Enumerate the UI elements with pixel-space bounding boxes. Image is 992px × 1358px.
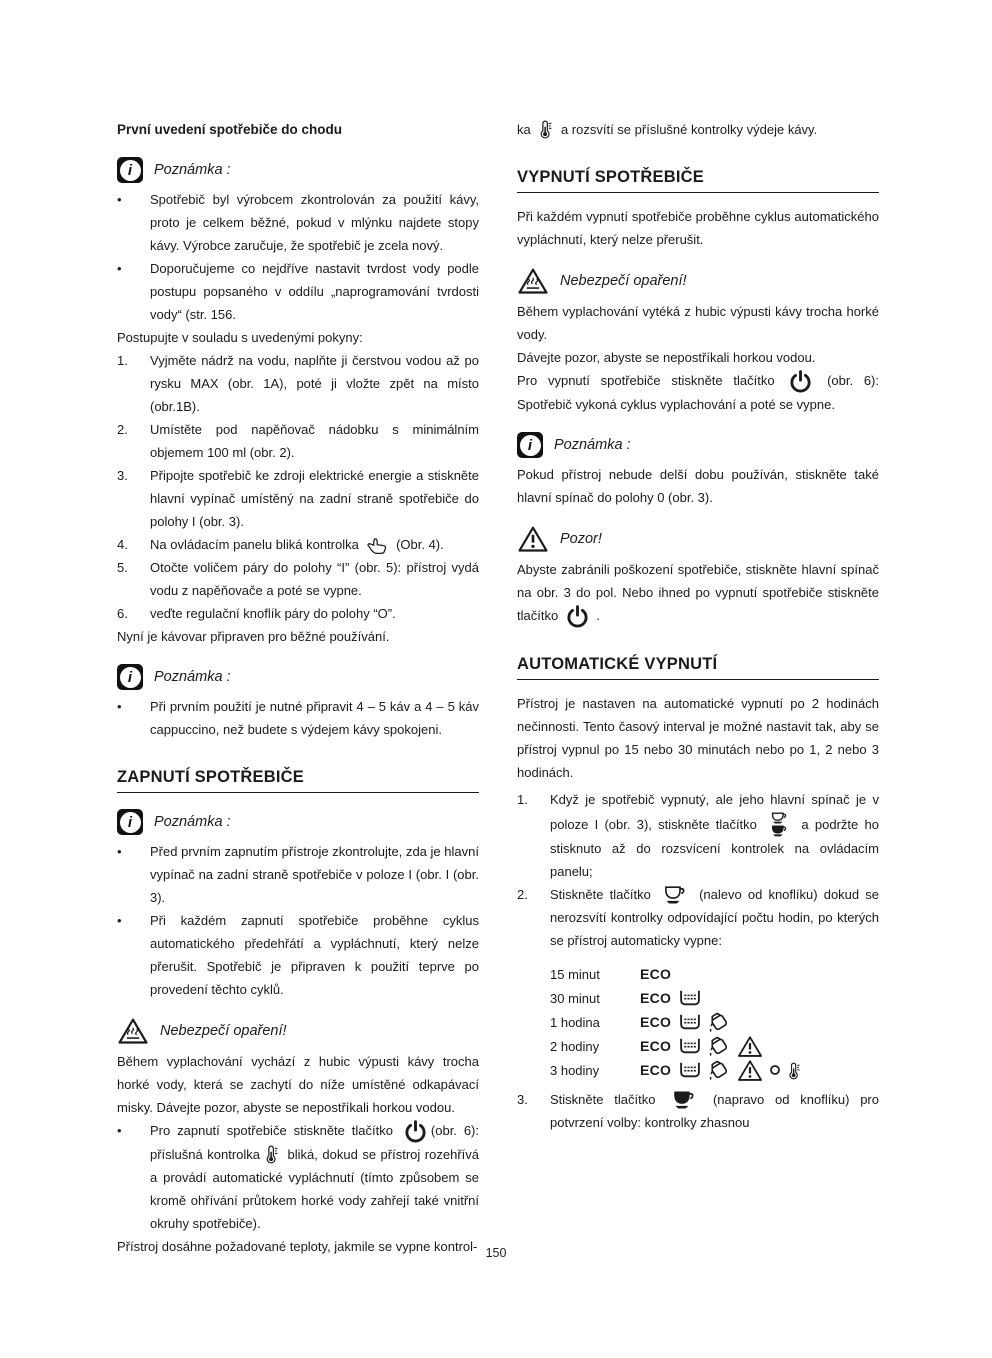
step-number: 5. — [117, 560, 128, 575]
note-header — [117, 809, 479, 835]
time-cell: 30 minut — [550, 990, 600, 1006]
bullet-marker: • — [117, 192, 122, 207]
paragraph: Postupujte v souladu s uvedenými pokyny: — [117, 330, 363, 345]
numbered-step — [117, 602, 479, 625]
list-item — [117, 909, 479, 1001]
list-item — [117, 188, 479, 257]
bullet-text: Při prvním použití je nutné připravit 4 – 5 káv a 4 – 5 káv cappuccino, než budete s výdejem kávy spokojeni. — [150, 699, 479, 737]
warning-triangle-icon — [517, 525, 549, 553]
step-text-pre: Na ovládacím panelu bliká kontrolka — [150, 537, 363, 552]
one-cup-filled-button-icon — [670, 1089, 698, 1109]
info-icon-glyph: i — [120, 667, 141, 688]
danger-header — [517, 267, 879, 295]
paragraph: Během vyplachování vytéká z hubic výpusti kávy trocha horké vody. — [517, 304, 879, 342]
text-pre: Pro vypnutí spotřebiče stiskněte tlačítko — [517, 373, 786, 388]
page-number: 150 — [485, 1246, 507, 1260]
danger-label: Nebezpečí opaření! — [560, 272, 687, 289]
text-post: bliká, dokud se přístroj rozehřívá a provádí automatické vypláchnutí (tímto způsobem se kromě ohřívání průtokem horké vody zahřejí také vnitřní okruhy spotřebiče). — [150, 1147, 479, 1231]
bullet-marker: • — [117, 844, 122, 859]
numbered-step — [517, 883, 879, 952]
numbered-step — [117, 533, 479, 556]
eco-indicator: ECO — [640, 1061, 672, 1078]
water-jug-icon — [707, 1058, 731, 1082]
step-text: Umístěte pod napěňovač nádobku s minimálním objemem 100 ml (obr. 2). — [150, 422, 479, 460]
table-row — [550, 1058, 879, 1082]
bullet-marker: • — [117, 913, 122, 928]
thermometer-icon — [264, 1144, 279, 1164]
power-button-icon — [789, 370, 812, 393]
note-header — [117, 664, 479, 690]
info-icon-glyph: i — [120, 160, 141, 181]
info-icon — [117, 664, 143, 690]
paragraph: Nyní je kávovar připraven pro běžné používání. — [117, 629, 390, 644]
indicator-cell — [640, 1058, 801, 1082]
step-text: Vyjměte nádrž na vodu, naplňte ji čerstvou vodou až po rysku MAX (obr. 1A), poté ji vložte zpět na místo (obr.1B). — [150, 353, 479, 414]
step-number: 1. — [117, 353, 128, 368]
text-pre: Když je spotřebič vypnutý, ale jeho hlavní spínač je v poloze I (obr. 3), stiskněte tlačítko — [550, 792, 879, 832]
list-item — [117, 257, 479, 326]
table-row — [550, 986, 879, 1010]
descale-tray-icon — [679, 989, 701, 1007]
one-cup-button-icon — [661, 884, 689, 904]
two-cups-button-icon — [767, 811, 791, 837]
list-item — [117, 1119, 479, 1235]
numbered-step — [117, 464, 479, 533]
info-icon — [517, 432, 543, 458]
scald-warning-icon — [117, 1017, 149, 1045]
step-number: 4. — [117, 537, 128, 552]
continuation-line — [517, 118, 879, 141]
step-text — [550, 788, 879, 883]
text-pre: Abyste zabránili poškození spotřebiče, stiskněte hlavní spínač na obr. 3 do pol. Nebo ihned po vypnutí spotřebiče stiskněte tlačítko — [517, 562, 879, 623]
text-post: (napravo od knoflíku) pro potvrzení volby: kontrolky zhasnou — [550, 1092, 879, 1130]
indicator-cell — [640, 1034, 763, 1058]
bullet-text: Při každém zapnutí spotřebiče proběhne cyklus automatického předehřátí a vypláchnutí, který nelze přerušit. Spotřebič je připraven k použití teprve po provedení těchto cyklů. — [150, 913, 479, 997]
water-jug-icon — [707, 1010, 731, 1034]
table-row — [550, 962, 879, 986]
text-pre: Stiskněte tlačítko — [550, 1092, 667, 1107]
section-heading: ZAPNUTÍ SPOTŘEBIČE — [117, 767, 479, 793]
note-header — [117, 157, 479, 183]
step-text — [150, 533, 479, 556]
info-icon — [117, 809, 143, 835]
step-number: 2. — [517, 887, 528, 902]
numbered-step — [517, 788, 879, 883]
note-header — [517, 432, 879, 458]
thermometer-icon — [787, 1061, 801, 1080]
bullet-marker: • — [117, 261, 122, 276]
subsection-heading: První uvedení spotřebiče do chodu — [117, 122, 343, 137]
descale-tray-icon — [679, 1037, 701, 1055]
thermometer-icon — [538, 119, 553, 139]
caution-header — [517, 525, 879, 553]
step-text — [550, 883, 879, 952]
text-post: (obr. 6): Spotřebič vykoná cyklus vyplachování a poté se vypne. — [517, 373, 879, 412]
eco-indicator: ECO — [640, 1037, 672, 1054]
note-label: Poznámka : — [154, 161, 231, 178]
note-label: Poznámka : — [154, 668, 231, 685]
step-number: 6. — [117, 606, 128, 621]
scald-warning-icon — [517, 267, 549, 295]
numbered-step — [117, 349, 479, 418]
step-text — [550, 1088, 879, 1134]
indicator-cell — [640, 1010, 731, 1034]
table-row — [550, 1034, 879, 1058]
time-cell: 15 minut — [550, 966, 600, 982]
bullet-marker: • — [117, 1123, 122, 1138]
info-icon-glyph: i — [520, 435, 541, 456]
step-number: 2. — [117, 422, 128, 437]
time-cell: 2 hodiny — [550, 1038, 600, 1054]
numbered-step — [117, 418, 479, 464]
warning-triangle-icon — [737, 1035, 763, 1058]
step-number: 1. — [517, 792, 528, 807]
eco-indicator: ECO — [640, 989, 672, 1006]
note-label: Poznámka : — [154, 813, 231, 830]
time-cell: 3 hodiny — [550, 1062, 600, 1078]
power-button-icon — [566, 605, 589, 628]
text-mid: (obr. 6): příslušná kontrolka — [150, 1123, 480, 1162]
info-icon-glyph: i — [120, 812, 141, 833]
step-text-post: (Obr. 4). — [392, 537, 444, 552]
bullet-text: Před prvním zapnutím přístroje zkontrolujte, zda je hlavní vypínač na zadní straně spotřebiče v poloze I (obr. I (obr. 3). — [150, 844, 479, 905]
section-heading: VYPNUTÍ SPOTŘEBIČE — [517, 167, 879, 193]
paragraph: Dávejte pozor, abyste se nepostříkali horkou vodou. — [517, 350, 816, 365]
text-post: (nalevo od knoflíku) dokud se nerozsvítí kontrolky odpovídající počtu hodin, po kterých se přístroj automaticky vypne: — [550, 887, 879, 948]
bullet-text: Spotřebič byl výrobcem zkontrolován za použití kávy, proto je celkem běžné, pokud v mlýnku najdete stopy kávy. Výrobce zaručuje, že spotřebič je zcela nový. — [150, 192, 479, 253]
section-heading: AUTOMATICKÉ VYPNUTÍ — [517, 654, 879, 680]
list-item — [117, 840, 479, 909]
caution-label: Pozor! — [560, 530, 602, 547]
left-column — [117, 118, 479, 1258]
list-item — [117, 695, 479, 741]
paragraph — [517, 558, 879, 628]
indicator-cell — [640, 987, 701, 1010]
press-hand-icon — [366, 536, 388, 554]
text-pre: ka — [517, 122, 535, 137]
auto-off-options-table — [550, 962, 879, 1082]
step-text: veďte regulační knoflík páry do polohy “O”. — [150, 606, 396, 621]
step-number: 3. — [517, 1092, 528, 1107]
numbered-step — [117, 556, 479, 602]
paragraph: Při každém vypnutí spotřebiče proběhne cyklus automatického vypláchnutí, který nelze přerušit. — [517, 209, 879, 247]
time-cell: 1 hodina — [550, 1014, 600, 1030]
paragraph: Během vyplachování vychází z hubic výpusti kávy trocha horké vody, která se zachytí do níže umístěné odkapávací misky. Dávejte pozor, abyste se nepostříkali horkou vodou. — [117, 1054, 479, 1115]
info-icon — [117, 157, 143, 183]
step-text: Připojte spotřebič ke zdroji elektrické energie a stiskněte hlavní vypínač umístěný na zadní straně spotřebiče do polohy I (obr. 3). — [150, 468, 479, 529]
warning-triangle-icon — [737, 1059, 763, 1082]
paragraph: Přístroj je nastaven na automatické vypnutí po 2 hodinách nečinnosti. Tento časový interval je možné nastavit tak, aby se přístroj vypnul po 15 nebo 30 minutách nebo po 1, 2 nebo 3 hodinách. — [517, 696, 879, 780]
danger-header — [117, 1017, 479, 1045]
right-column — [517, 118, 879, 1134]
paragraph: Přístroj dosáhne požadované teploty, jakmile se vypne kontrol- — [117, 1239, 478, 1254]
text-pre: Stiskněte tlačítko — [550, 887, 657, 902]
paragraph: Pokud přístroj nebude delší dobu používán, stiskněte také hlavní spínač do polohy 0 (obr. 3). — [517, 467, 879, 505]
note-label: Poznámka : — [554, 436, 631, 453]
text-pre: Pro zapnutí spotřebiče stiskněte tlačítko — [150, 1123, 400, 1138]
eco-indicator: ECO — [640, 965, 672, 982]
text-post: a rozsvítí se příslušné kontrolky výdeje kávy. — [557, 122, 818, 137]
descale-tray-icon — [679, 1061, 701, 1079]
eco-indicator: ECO — [640, 1013, 672, 1030]
ring-icon — [769, 1064, 781, 1076]
indicator-cell — [640, 963, 673, 986]
descale-tray-icon — [679, 1013, 701, 1031]
danger-label: Nebezpečí opaření! — [160, 1022, 287, 1039]
table-row — [550, 1010, 879, 1034]
bullet-marker: • — [117, 699, 122, 714]
step-number: 3. — [117, 468, 128, 483]
numbered-step — [517, 1088, 879, 1134]
power-button-icon — [404, 1120, 427, 1143]
step-text: Otočte voličem páry do polohy “I” (obr. 5): přístroj vydá vodu z napěňovače a poté se vypne. — [150, 560, 479, 598]
paragraph — [517, 369, 879, 416]
text-post: a podržte ho stisknuto až do rozsvícení kontrolek na ovládacím panelu; — [550, 817, 879, 879]
bullet-text: Doporučujeme co nejdříve nastavit tvrdost vody podle postupu popsaného v oddílu „naprogramování tvrdosti vody“ (str. 156. — [150, 261, 479, 322]
text-post: . — [592, 608, 601, 623]
water-jug-icon — [707, 1034, 731, 1058]
bullet-text — [150, 1119, 479, 1235]
